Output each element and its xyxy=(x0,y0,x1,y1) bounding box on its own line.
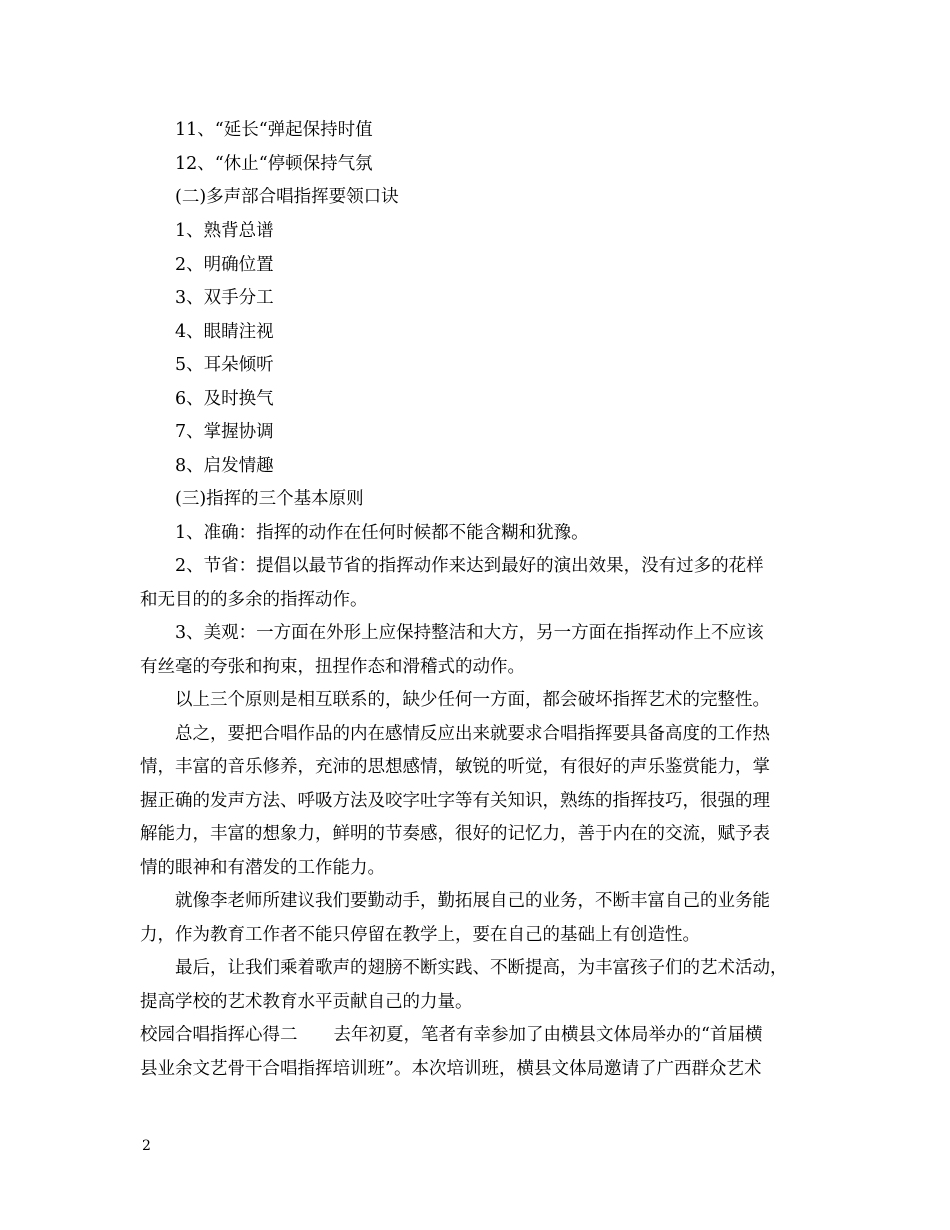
paragraph-line: 最后，让我们乘着歌声的翅膀不断实践、不断提高，为丰富孩子们的艺术活动， xyxy=(175,958,788,978)
section-heading: (三)指挥的三个基本原则 xyxy=(175,489,364,509)
paragraph-line: 3、美观：一方面在外形上应保持整洁和大方，另一方面在指挥动作上不应该 xyxy=(175,623,764,643)
list-item: 3、双手分工 xyxy=(175,288,274,308)
list-item: 7、掌握协调 xyxy=(175,422,274,442)
list-item: 5、耳朵倾听 xyxy=(175,355,274,375)
paragraph-line: 县业余文艺骨干合唱指挥培训班”。本次培训班，横县文体局邀请了广西群众艺术 xyxy=(140,1059,762,1079)
list-item: 2、明确位置 xyxy=(175,255,274,275)
paragraph-line: 总之，要把合唱作品的内在感情反应出来就要求合唱指挥要具备高度的工作热 xyxy=(175,724,770,744)
list-item: 11、“延长“弹起保持时值 xyxy=(175,120,373,140)
paragraph-line: 力，作为教育工作者不能只停留在教学上，要在自己的基础上有创造性。 xyxy=(140,925,700,945)
paragraph-line: 就像李老师所建议我们要勤动手，勤拓展自己的业务，不断丰富自己的业务能 xyxy=(175,891,770,911)
list-item: 4、眼睛注视 xyxy=(175,322,274,342)
paragraph-line: 有丝毫的夸张和拘束，扭捏作态和滑稽式的动作。 xyxy=(140,657,525,677)
section-heading: (二)多声部合唱指挥要领口诀 xyxy=(175,187,399,207)
article-title: 校园合唱指挥心得二 xyxy=(140,1025,298,1045)
paragraph-line: 握正确的发声方法、呼吸方法及咬字吐字等有关知识，熟练的指挥技巧，很强的理 xyxy=(140,791,770,811)
paragraph-text: 去年初夏，笔者有幸参加了由横县文体局举办的“首届横 xyxy=(333,1025,763,1045)
list-item: 12、“休止“停顿保持气氛 xyxy=(175,154,373,174)
paragraph-line: 2、节省：提倡以最节省的指挥动作来达到最好的演出效果，没有过多的花样 xyxy=(175,556,764,576)
paragraph-line: 1、准确：指挥的动作在任何时候都不能含糊和犹豫。 xyxy=(175,523,589,543)
paragraph-line: 提高学校的艺术教育水平贡献自己的力量。 xyxy=(140,992,473,1012)
list-item: 8、启发情趣 xyxy=(175,456,274,476)
paragraph-line: 解能力，丰富的想象力，鲜明的节奏感，很好的记忆力，善于内在的交流，赋予表 xyxy=(140,824,770,844)
paragraph-line xyxy=(140,1023,762,1047)
paragraph-line: 情的眼神和有潜发的工作能力。 xyxy=(140,858,385,878)
paragraph-line: 以上三个原则是相互联系的，缺少任何一方面，都会破坏指挥艺术的完整性。 xyxy=(175,690,770,710)
paragraph-line: 和无目的的多余的指挥动作。 xyxy=(140,590,368,610)
list-item: 6、及时换气 xyxy=(175,389,274,409)
list-item: 1、熟背总谱 xyxy=(175,221,274,241)
paragraph-line: 情，丰富的音乐修养，充沛的思想感情，敏锐的听觉，有很好的声乐鉴赏能力，掌 xyxy=(140,757,770,777)
page-number: 2 xyxy=(142,1138,151,1154)
